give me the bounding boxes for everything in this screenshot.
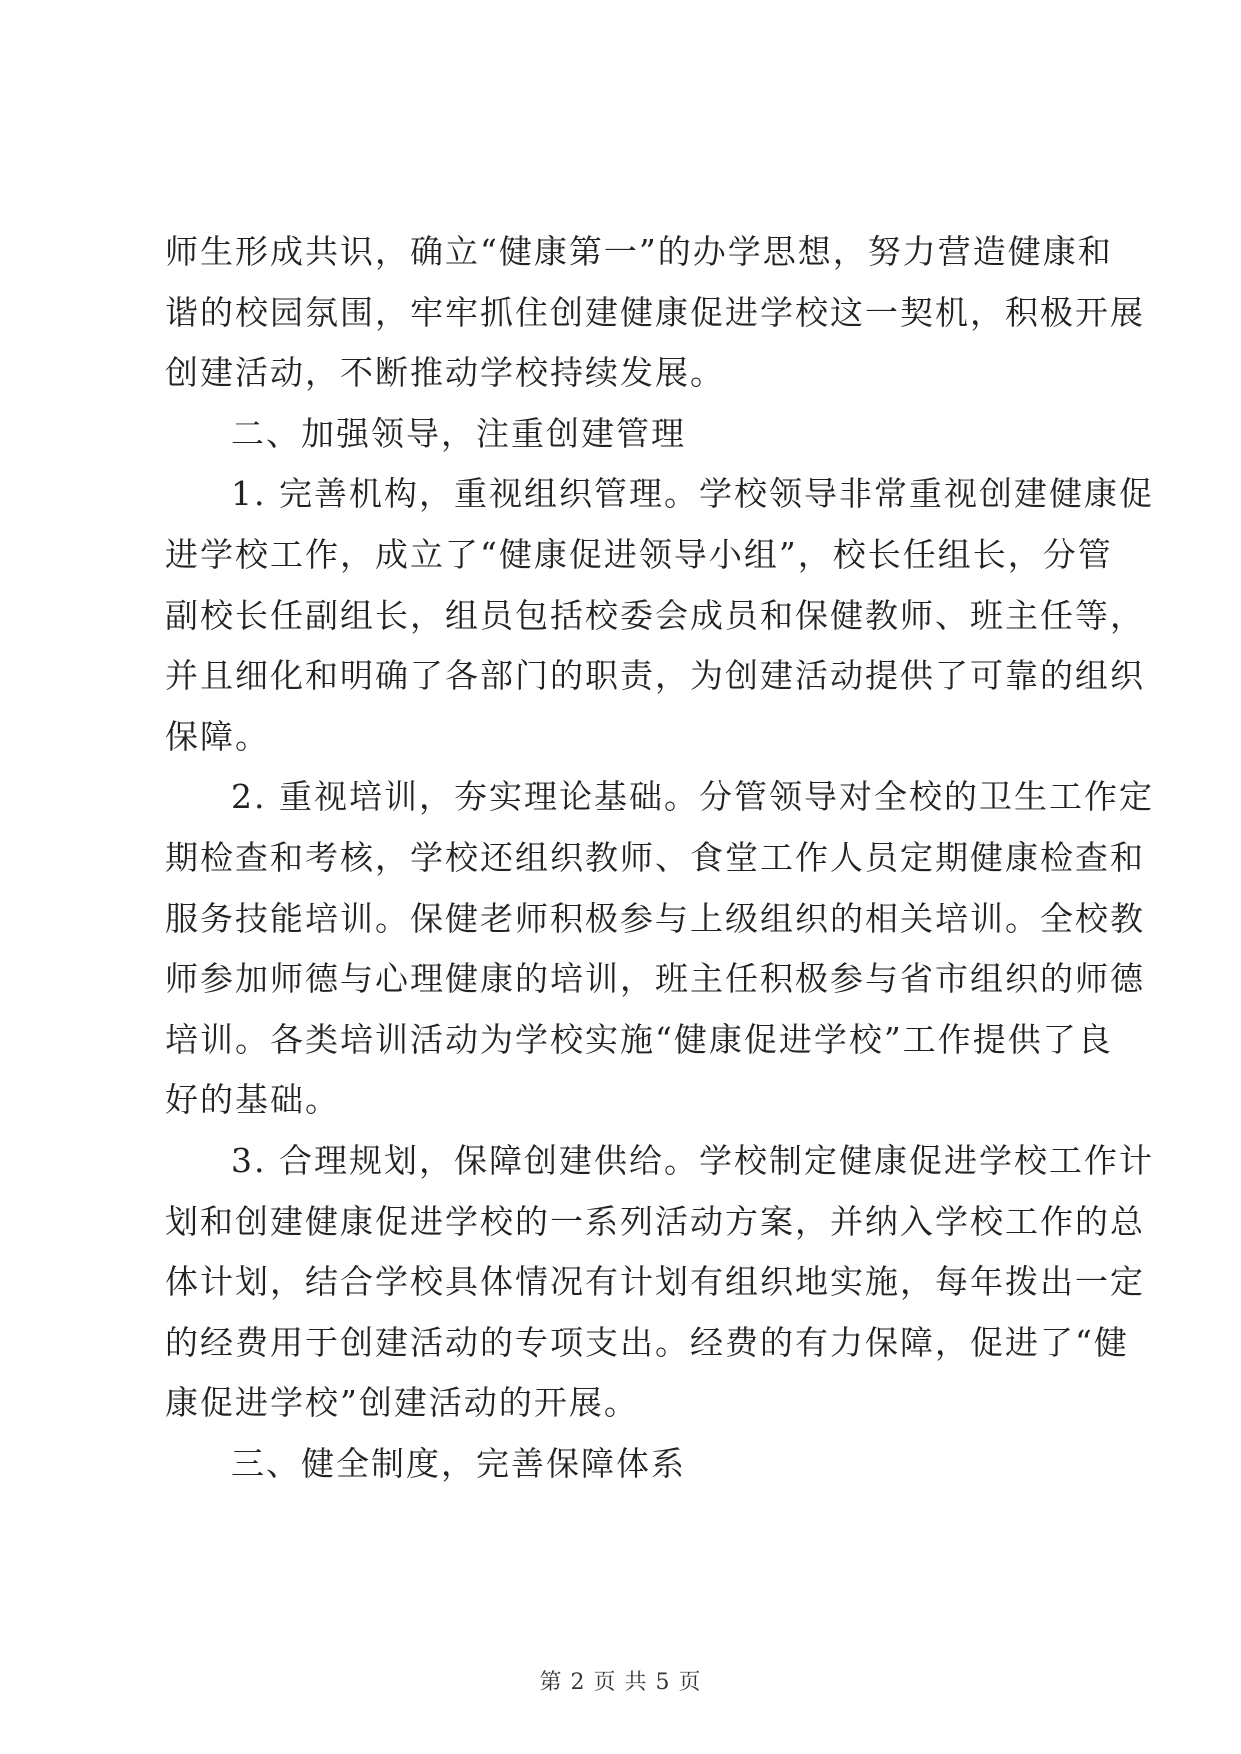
text-line: 师参加师德与心理健康的培训，班主任积极参与省市组织的师德 [165,959,1145,999]
text-line: 三、健全制度，完善保障体系 [231,1443,686,1483]
text-line: 好的基础。 [165,1080,340,1120]
text-line: 划和创建健康促进学校的一系列活动方案，并纳入学校工作的总 [165,1201,1145,1241]
text-line: 期检查和考核，学校还组织教师、食堂工作人员定期健康检查和 [165,837,1145,877]
text-line: 副校长任副组长，组员包括校委会成员和保健教师、班主任等， [165,595,1145,635]
text-line: 保障。 [165,716,270,756]
text-line: 并且细化和明确了各部门的职责，为创建活动提供了可靠的组织 [165,656,1145,696]
text-line: 培训。各类培训活动为学校实施“健康促进学校”工作提供了良 [165,1019,1113,1059]
text-line: 创建活动，不断推动学校持续发展。 [165,353,725,393]
text-line: 谐的校园氛围，牢牢抓住创建健康促进学校这一契机，积极开展 [165,292,1145,332]
document-body [165,222,1154,1494]
text-line: 3. 合理规划，保障创建供给。学校制定健康促进学校工作计 [231,1140,1154,1180]
text-line: 二、加强领导，注重创建管理 [231,413,686,453]
page-footer: 第 2 页 共 5 页 [539,1670,702,1695]
text-line: 师生形成共识，确立“健康第一”的办学思想，努力营造健康和 [165,232,1113,271]
text-line: 服务技能培训。保健老师积极参与上级组织的相关培训。全校教 [165,898,1145,938]
text-line: 康促进学校”创建活动的开展。 [165,1383,639,1423]
text-line: 进学校工作，成立了“健康促进领导小组”，校长任组长，分管 [165,534,1113,574]
text-line: 2. 重视培训，夯实理论基础。分管领导对全校的卫生工作定 [231,777,1154,817]
text-line: 体计划，结合学校具体情况有计划有组织地实施，每年拨出一定 [165,1262,1145,1302]
text-line: 的经费用于创建活动的专项支出。经费的有力保障，促进了“健 [165,1322,1129,1362]
text-line: 1. 完善机构，重视组织管理。学校领导非常重视创建健康促 [231,474,1154,514]
